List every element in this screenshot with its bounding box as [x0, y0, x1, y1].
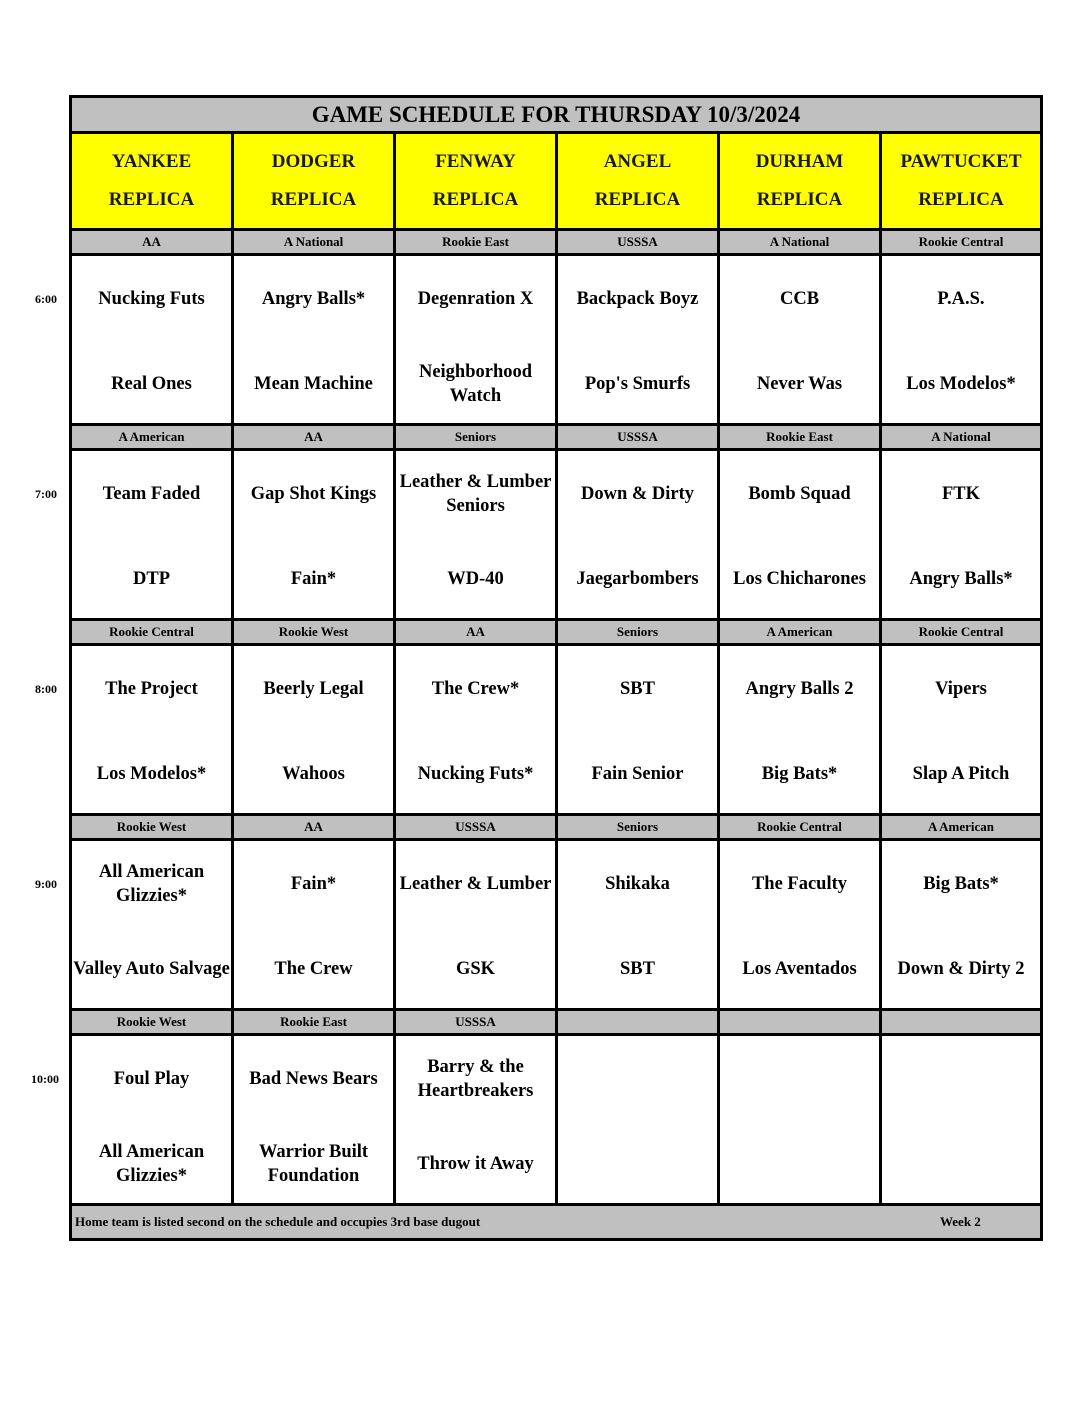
field-subtitle: REPLICA	[432, 189, 519, 210]
game-cell	[558, 451, 720, 618]
field-subtitle: REPLICA	[918, 189, 1004, 210]
away-team: Bomb Squad	[748, 484, 851, 504]
away-team: Nucking Futs	[98, 289, 205, 309]
field-subtitle: REPLICA	[756, 189, 843, 210]
division-row	[72, 231, 1040, 256]
home-team: Never Was	[756, 374, 843, 394]
field-header-pawtucket	[882, 134, 1040, 228]
home-team: Los Modelos*	[906, 374, 1016, 394]
away-team: Leather & Lumber Seniors	[399, 472, 552, 516]
home-team: The Crew	[274, 959, 353, 979]
away-team: Bad News Bears	[249, 1069, 378, 1089]
home-team: Fain*	[290, 569, 337, 589]
home-team: Warrior Built Foundation	[258, 1142, 369, 1186]
field-name: YANKEE	[111, 151, 192, 172]
home-team-note: Home team is listed second on the schedule and occupies 3rd base dugout	[75, 1214, 481, 1229]
game-cell	[72, 841, 234, 1008]
division-label: A American	[927, 819, 995, 834]
game-cell	[396, 1036, 558, 1203]
division-row	[72, 426, 1040, 451]
time-slot-block	[72, 231, 1040, 426]
division-label: Rookie Central	[72, 621, 234, 643]
game-cell	[720, 451, 882, 618]
away-team: Fain*	[290, 874, 337, 894]
division-label: A National	[931, 429, 991, 444]
game-cell	[72, 646, 234, 813]
away-team	[882, 1054, 1040, 1104]
schedule-table	[69, 95, 1043, 1241]
game-cell	[72, 451, 234, 618]
away-team: CCB	[779, 289, 820, 309]
home-team	[882, 1139, 1040, 1189]
home-team: Nucking Futs*	[417, 764, 534, 784]
division-label: Rookie Central	[918, 234, 1004, 249]
away-team: All American Glizzies*	[98, 862, 205, 906]
division-row	[72, 621, 1040, 646]
division-label: AA	[234, 816, 396, 838]
home-team: DTP	[133, 569, 170, 589]
game-cell	[720, 1036, 882, 1203]
division-label: USSSA	[396, 816, 558, 838]
game-cell	[234, 646, 396, 813]
division-label: USSSA	[558, 231, 720, 253]
division-label: A National	[720, 231, 882, 253]
game-row	[72, 646, 1040, 816]
game-cell	[396, 646, 558, 813]
away-team: Big Bats*	[923, 874, 999, 894]
away-team: Vipers	[935, 679, 987, 699]
division-row	[72, 816, 1040, 841]
home-team: Los Modelos*	[96, 764, 207, 784]
field-header-angel	[558, 134, 720, 228]
division-label	[720, 1011, 882, 1033]
away-team: Team Faded	[102, 484, 201, 504]
home-team: Jaegarbombers	[576, 569, 699, 589]
home-team: Neighborhood Watch	[418, 362, 533, 406]
home-team: Fain Senior	[591, 764, 684, 784]
division-label: Seniors	[558, 816, 720, 838]
field-header-row	[72, 134, 1040, 231]
away-team	[720, 1054, 879, 1104]
away-team: Gap Shot Kings	[250, 484, 377, 504]
division-label: AA	[396, 621, 558, 643]
home-team: GSK	[455, 959, 496, 979]
game-row	[72, 256, 1040, 426]
time-slot-block	[72, 426, 1040, 621]
field-subtitle: REPLICA	[270, 189, 357, 210]
division-label: USSSA	[558, 426, 720, 448]
field-subtitle: REPLICA	[108, 189, 195, 210]
game-cell	[396, 256, 558, 423]
division-label: Seniors	[558, 621, 720, 643]
game-cell	[882, 451, 1040, 618]
game-cell	[234, 256, 396, 423]
division-label: Rookie West	[234, 621, 396, 643]
away-team: Shikaka	[605, 874, 670, 894]
away-team: Barry & the Heartbreakers	[417, 1057, 534, 1101]
division-label: Rookie East	[720, 426, 882, 448]
home-team: Wahoos	[282, 764, 345, 784]
game-cell	[396, 841, 558, 1008]
away-team: The Project	[105, 679, 198, 699]
time-label: 6:00	[35, 292, 57, 306]
game-cell	[882, 1036, 1040, 1203]
game-cell	[234, 1036, 396, 1203]
field-name: PAWTUCKET	[900, 151, 1022, 172]
home-team: Real Ones	[111, 374, 192, 394]
home-team: Big Bats*	[761, 764, 838, 784]
game-row	[72, 451, 1040, 621]
field-subtitle: REPLICA	[594, 189, 681, 210]
game-cell	[558, 841, 720, 1008]
away-team: Angry Balls*	[261, 289, 366, 309]
home-team: Los Aventados	[742, 959, 857, 979]
time-label: 8:00	[35, 682, 57, 696]
time-slot-block	[72, 816, 1040, 1011]
time-slot-block	[72, 621, 1040, 816]
game-cell	[558, 646, 720, 813]
time-label: 10:00	[31, 1072, 59, 1086]
game-row	[72, 1036, 1040, 1206]
home-team: Down & Dirty 2	[897, 959, 1025, 979]
home-team: All American Glizzies*	[98, 1142, 205, 1186]
field-name: ANGEL	[603, 151, 672, 172]
home-team	[720, 1139, 879, 1189]
game-row	[72, 841, 1040, 1011]
time-label: 7:00	[35, 487, 57, 501]
field-header-yankee	[72, 134, 234, 228]
away-team: Degenration X	[417, 289, 534, 309]
game-cell	[720, 841, 882, 1008]
away-team: The Crew*	[431, 679, 520, 699]
division-label	[882, 1011, 1040, 1033]
division-label: Rookie East	[234, 1011, 396, 1033]
division-label: AA	[72, 231, 234, 253]
game-cell	[882, 841, 1040, 1008]
footer-bar	[72, 1206, 1040, 1238]
home-team: Pop's Smurfs	[584, 374, 691, 394]
field-header-dodger	[234, 134, 396, 228]
division-label: Rookie Central	[720, 816, 882, 838]
away-team: Angry Balls 2	[745, 679, 854, 699]
time-label: 9:00	[35, 877, 57, 891]
away-team: The Faculty	[751, 874, 848, 894]
home-team: Angry Balls*	[909, 569, 1013, 589]
time-slot-block	[72, 1011, 1040, 1206]
home-team: Los Chicharones	[733, 569, 866, 589]
division-label: USSSA	[396, 1011, 558, 1033]
home-team: SBT	[620, 959, 655, 979]
division-label: Rookie Central	[918, 624, 1004, 639]
division-label: A National	[234, 231, 396, 253]
away-team: FTK	[941, 484, 981, 504]
away-team: SBT	[620, 679, 655, 699]
division-label: Rookie West	[72, 816, 234, 838]
division-label: A American	[72, 426, 234, 448]
home-team: Mean Machine	[254, 374, 373, 394]
division-label	[558, 1011, 720, 1033]
field-name: DURHAM	[755, 151, 844, 172]
field-header-fenway	[396, 134, 558, 228]
division-label: Rookie West	[72, 1011, 234, 1033]
away-team: Foul Play	[113, 1069, 190, 1089]
game-cell	[234, 841, 396, 1008]
game-cell	[72, 256, 234, 423]
away-team	[558, 1054, 717, 1104]
field-name: FENWAY	[435, 151, 516, 172]
away-team: Backpack Boyz	[576, 289, 699, 309]
game-cell	[558, 1036, 720, 1203]
home-team: Valley Auto Salvage	[73, 959, 230, 979]
away-team: Beerly Legal	[263, 679, 364, 699]
division-label: Seniors	[396, 426, 558, 448]
field-header-durham	[720, 134, 882, 228]
schedule-title: GAME SCHEDULE FOR THURSDAY 10/3/2024	[72, 98, 1040, 134]
game-cell	[720, 256, 882, 423]
away-team: Leather & Lumber	[399, 874, 552, 894]
division-label: A American	[720, 621, 882, 643]
game-cell	[558, 256, 720, 423]
home-team: Slap A Pitch	[912, 764, 1010, 784]
home-team: Throw it Away	[417, 1154, 534, 1174]
game-cell	[882, 256, 1040, 423]
division-label: Rookie East	[396, 231, 558, 253]
home-team	[558, 1139, 717, 1189]
game-cell	[720, 646, 882, 813]
week-label: Week 2	[940, 1214, 981, 1229]
away-team: P.A.S.	[937, 289, 985, 309]
game-cell	[234, 451, 396, 618]
division-row	[72, 1011, 1040, 1036]
away-team: Down & Dirty	[580, 484, 695, 504]
home-team: WD-40	[447, 569, 504, 589]
division-label: AA	[234, 426, 396, 448]
field-name: DODGER	[271, 151, 356, 172]
game-cell	[882, 646, 1040, 813]
game-cell	[396, 451, 558, 618]
game-cell	[72, 1036, 234, 1203]
